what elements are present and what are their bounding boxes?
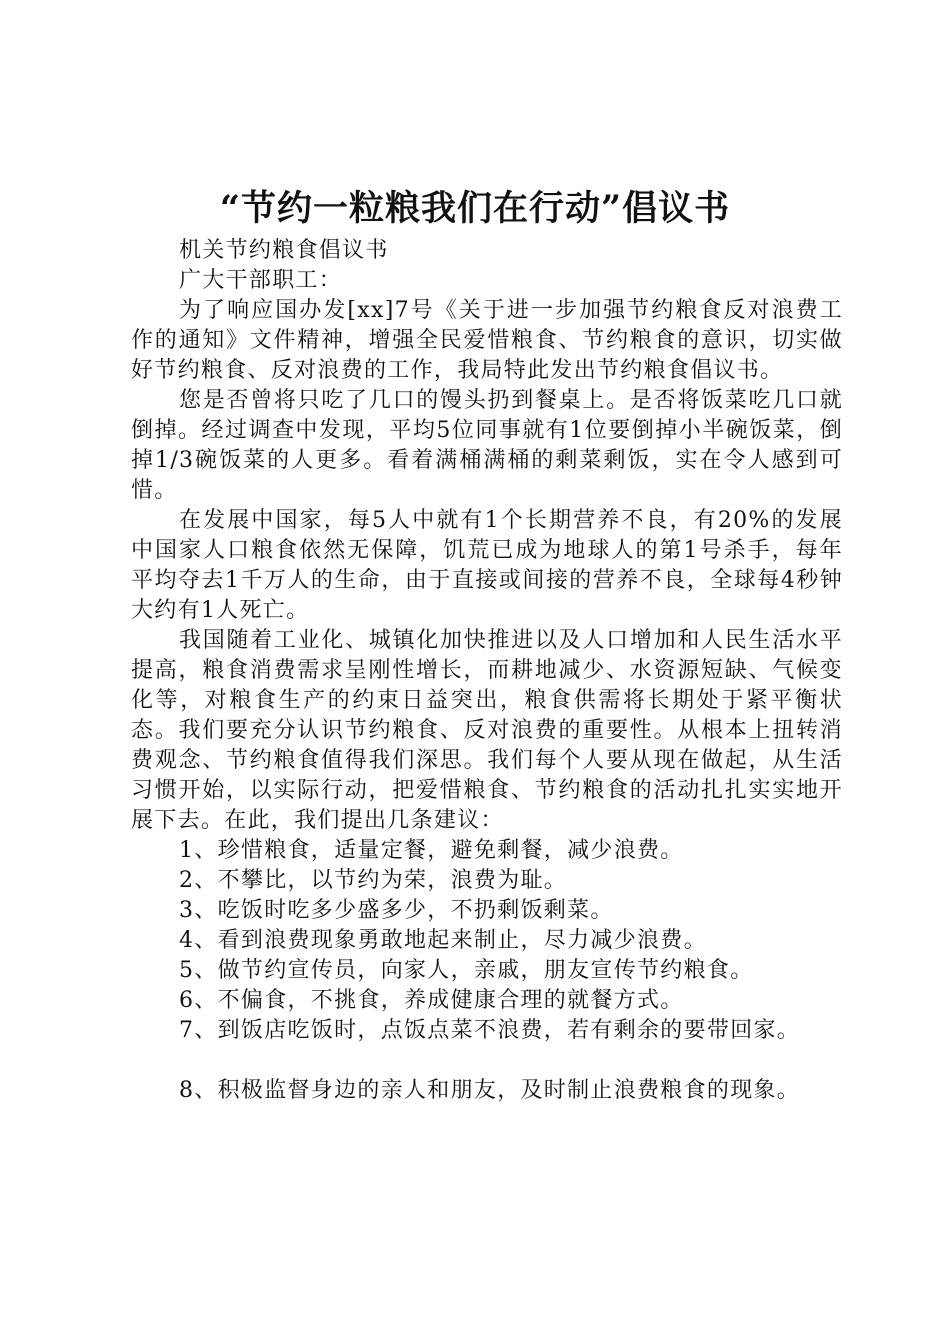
suggestion-item: 2、不攀比，以节约为荣，浪费为耻。 bbox=[179, 868, 568, 893]
suggestion-item: 5、做节约宣传员，向家人，亲戚，朋友宣传节约粮食。 bbox=[179, 958, 754, 983]
document-title: “节约一粒粮我们在行动”倡议书 bbox=[219, 188, 731, 229]
document-subtitle: 机关节约粮食倡议书 bbox=[179, 238, 389, 263]
suggestion-item: 4、看到浪费现象勇敢地起来制止，尽力减少浪费。 bbox=[179, 928, 707, 953]
salutation: 广大干部职工： bbox=[179, 268, 343, 293]
suggestion-item: 3、吃饭时吃多少盛多少，不扔剩饭剩菜。 bbox=[179, 898, 614, 923]
suggestion-item: 8、积极监督身边的亲人和朋友，及时制止浪费粮食的现象。 bbox=[179, 1078, 801, 1103]
paragraph-intro: 为了响应国办发[xx]7号《关于进一步加强节约粮食反对浪费工作的通知》文件精神，增强全民爱惜粮食、节约粮食的意识，切实做好节约粮食、反对浪费的工作，我局特此发出节约粮食倡议书。 bbox=[131, 298, 843, 383]
paragraph-global-hunger: 在发展中国家，每5人中就有1个长期营养不良，有20%的发展中国家人口粮食依然无保障，饥荒已成为地球人的第1号杀手，每年平均夺去1千万人的生命，由于直接或间接的营养不良，全球每4秒钟大约有1人死亡。 bbox=[131, 508, 843, 623]
suggestion-item: 1、珍惜粮食，适量定餐，避免剩餐，减少浪费。 bbox=[179, 838, 684, 863]
paragraph-national-situation: 我国随着工业化、城镇化加快推进以及人口增加和人民生活水平提高，粮食消费需求呈刚性增长，而耕地减少、水资源短缺、气候变化等，对粮食生产的约束日益突出，粮食供需将长期处于紧平衡状态。我们要充分认识节约粮食、反对浪费的重要性。从根本上扭转消费观念、节约粮食值得我们深思。我们每个人要从现在做起，从生活习惯开始，以实际行动，把爱惜粮食、节约粮食的活动扎扎实实地开展下去。在此，我们提出几条建议： bbox=[131, 628, 843, 833]
blank-line bbox=[131, 1046, 843, 1076]
document-body bbox=[131, 236, 843, 1106]
suggestion-item: 6、不偏食，不挑食，养成健康合理的就餐方式。 bbox=[179, 988, 684, 1013]
suggestion-item: 7、到饭店吃饭时，点饭点菜不浪费，若有剩余的要带回家。 bbox=[179, 1018, 801, 1043]
paragraph-waste-survey: 您是否曾将只吃了几口的馒头扔到餐桌上。是否将饭菜吃几口就倒掉。经过调查中发现，平均5位同事就有1位要倒掉小半碗饭菜，倒掉1/3碗饭菜的人更多。看着满桶满桶的剩菜剩饭，实在令人感到可惜。 bbox=[131, 388, 843, 503]
